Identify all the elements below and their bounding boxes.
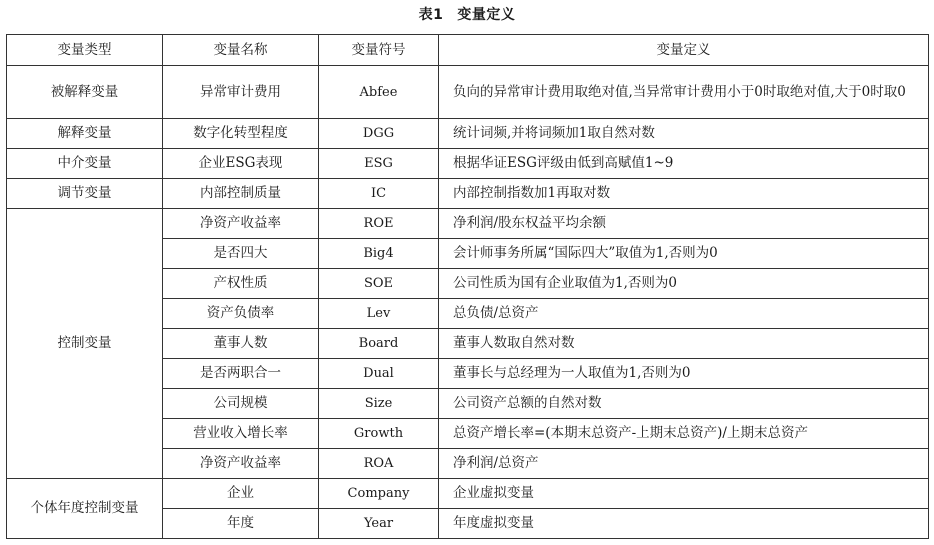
table-row bbox=[7, 179, 929, 209]
variable-symbol: Dual bbox=[319, 359, 439, 389]
variable-symbol: ESG bbox=[319, 149, 439, 179]
variable-symbol: Size bbox=[319, 389, 439, 419]
variable-name: 年度 bbox=[163, 509, 319, 539]
group-mediator: 中介变量 bbox=[7, 149, 163, 179]
variable-symbol: Abfee bbox=[319, 66, 439, 119]
variable-name: 企业ESG表现 bbox=[163, 149, 319, 179]
header-row bbox=[7, 35, 929, 66]
table-row bbox=[7, 209, 929, 239]
table-title: 变量定义 bbox=[457, 7, 516, 23]
table-row bbox=[7, 119, 929, 149]
variable-definition: 总资产增长率=(本期末总资产-上期末总资产)/上期末总资产 bbox=[439, 419, 929, 449]
header-variable-symbol: 变量符号 bbox=[319, 35, 439, 66]
variable-name: 净资产收益率 bbox=[163, 449, 319, 479]
variable-name: 资产负债率 bbox=[163, 299, 319, 329]
variable-name: 异常审计费用 bbox=[163, 66, 319, 119]
variable-symbol: ROA bbox=[319, 449, 439, 479]
variable-symbol: Lev bbox=[319, 299, 439, 329]
variable-definition: 会计师事务所属“国际四大”取值为1,否则为0 bbox=[439, 239, 929, 269]
table-header bbox=[7, 35, 929, 66]
variable-definition: 内部控制指数加1再取对数 bbox=[439, 179, 929, 209]
group-explained: 被解释变量 bbox=[7, 66, 163, 119]
variable-definition: 总负债/总资产 bbox=[439, 299, 929, 329]
table-row bbox=[7, 479, 929, 509]
group-control: 控制变量 bbox=[7, 209, 163, 479]
header-variable-definition: 变量定义 bbox=[439, 35, 929, 66]
variable-symbol: IC bbox=[319, 179, 439, 209]
variable-name: 净资产收益率 bbox=[163, 209, 319, 239]
variable-symbol: DGG bbox=[319, 119, 439, 149]
variable-definition: 企业虚拟变量 bbox=[439, 479, 929, 509]
variable-name: 产权性质 bbox=[163, 269, 319, 299]
variable-definition: 年度虚拟变量 bbox=[439, 509, 929, 539]
variable-definition: 净利润/股东权益平均余额 bbox=[439, 209, 929, 239]
variable-definition: 公司资产总额的自然对数 bbox=[439, 389, 929, 419]
group-fixed-effects: 个体年度控制变量 bbox=[7, 479, 163, 539]
variable-name: 数字化转型程度 bbox=[163, 119, 319, 149]
variable-definition: 净利润/总资产 bbox=[439, 449, 929, 479]
variable-symbol: Company bbox=[319, 479, 439, 509]
variable-symbol: Year bbox=[319, 509, 439, 539]
variable-definition: 负向的异常审计费用取绝对值,当异常审计费用小于0时取绝对值,大于0时取0 bbox=[439, 66, 929, 119]
variable-symbol: ROE bbox=[319, 209, 439, 239]
variable-name: 营业收入增长率 bbox=[163, 419, 319, 449]
variable-symbol: Big4 bbox=[319, 239, 439, 269]
variable-definition: 董事长与总经理为一人取值为1,否则为0 bbox=[439, 359, 929, 389]
variable-name: 是否两职合一 bbox=[163, 359, 319, 389]
variable-definition: 公司性质为国有企业取值为1,否则为0 bbox=[439, 269, 929, 299]
header-variable-type: 变量类型 bbox=[7, 35, 163, 66]
variable-name: 公司规模 bbox=[163, 389, 319, 419]
variable-definition: 统计词频,并将词频加1取自然对数 bbox=[439, 119, 929, 149]
table-caption bbox=[0, 4, 934, 24]
variable-definition-table bbox=[6, 34, 929, 539]
variable-symbol: Growth bbox=[319, 419, 439, 449]
variable-name: 企业 bbox=[163, 479, 319, 509]
variable-symbol: SOE bbox=[319, 269, 439, 299]
group-moderator: 调节变量 bbox=[7, 179, 163, 209]
table-row bbox=[7, 66, 929, 119]
group-explanatory: 解释变量 bbox=[7, 119, 163, 149]
variable-symbol: Board bbox=[319, 329, 439, 359]
variable-name: 董事人数 bbox=[163, 329, 319, 359]
header-variable-name: 变量名称 bbox=[163, 35, 319, 66]
table-body bbox=[7, 66, 929, 539]
table-number: 表1 bbox=[418, 7, 444, 23]
variable-definition: 根据华证ESG评级由低到高赋值1~9 bbox=[439, 149, 929, 179]
table-row bbox=[7, 149, 929, 179]
variable-name: 是否四大 bbox=[163, 239, 319, 269]
variable-definition: 董事人数取自然对数 bbox=[439, 329, 929, 359]
variable-name: 内部控制质量 bbox=[163, 179, 319, 209]
